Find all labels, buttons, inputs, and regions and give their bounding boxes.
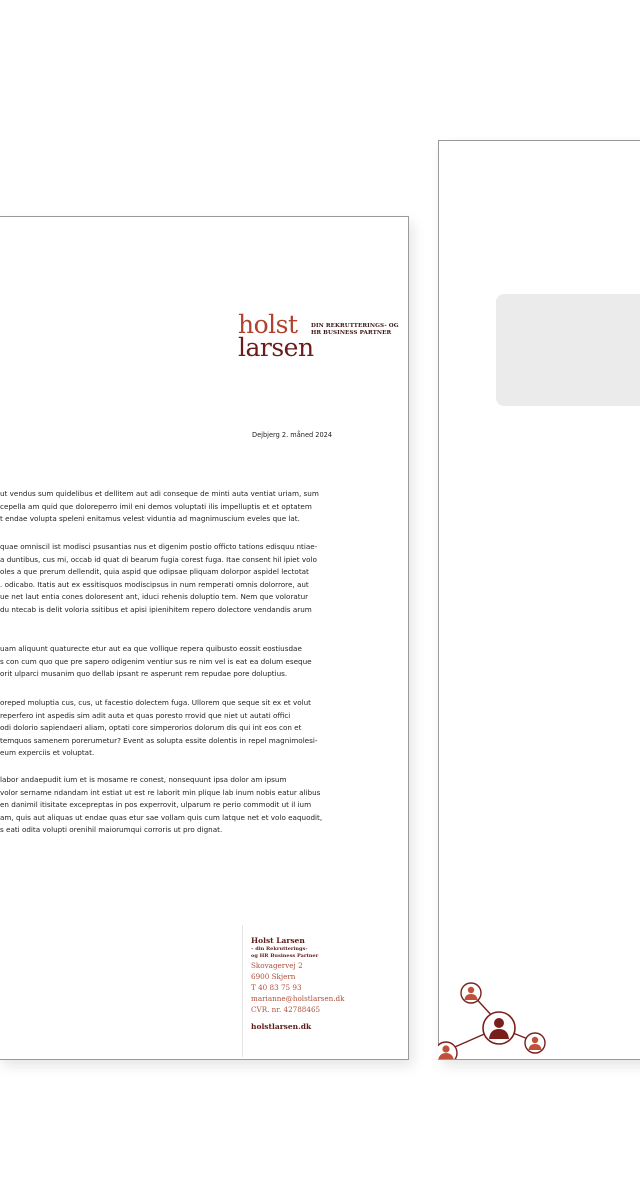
people-network-icon <box>438 975 558 1059</box>
text-line: ue net laut entia cones doloresent ant, iduci rehenis doluptio tem. Nem que voloratur <box>0 592 309 602</box>
footer-company-name: Holst Larsen <box>251 936 305 945</box>
person-node-top <box>461 983 481 1003</box>
text-line: en danimil itisitate excepreptas in pos experrovit, ulparum re perio commodit ut il ium <box>0 800 312 810</box>
text-line: uam aliquunt quaturecte etur aut ea que vollique repera quibusto eossit eostiusdae <box>0 644 302 653</box>
footer-phone: T 40 83 75 93 <box>251 983 302 992</box>
text-line: a duntibus, cus mi, occab id quat di bearum fugia corest fuga. Itae consent hil ipiet volo <box>0 554 317 564</box>
footer-cvr: CVR. nr. 42788465 <box>251 1005 321 1014</box>
text-line: . odicabo. Itatis aut ex essitisquos modiscipsus in num remperati omnis dolorrore, aut <box>0 579 309 589</box>
paragraph-3 <box>0 643 356 681</box>
letter-date: Dejbjerg 2. måned 2024 <box>252 431 333 439</box>
footer-address: Skovagervej 2 <box>251 961 303 970</box>
text-line: du ntecab is delit voloria ssitibus et apisi ipienihitem repero dolectore vendandis arum <box>0 604 312 614</box>
text-line: volor sername ndandam int estiat ut est re laborit min plique lab inum nobis eatur alibus <box>0 787 321 797</box>
footer-city: 6900 Skjern <box>251 972 296 981</box>
text-line: cepella am quid que doloreperro imil eni demos voluptati ilis impelluptis et et optatem <box>0 501 312 511</box>
address-window <box>496 294 640 406</box>
paragraph-2 <box>0 541 356 617</box>
logo-tagline-line2: HR BUSINESS PARTNER <box>311 330 392 336</box>
paragraph-1 <box>0 488 356 526</box>
text-line: t endae volupta speleni enitamus velest viduntia ad magnimuscium eveles que lat. <box>0 514 300 524</box>
logo-word-larsen: larsen <box>238 333 314 362</box>
text-line: ut vendus sum quidelibus et dellitem aut adi conseque de minti auta ventiat uriam, sum <box>0 489 319 498</box>
holst-larsen-logo <box>238 310 408 362</box>
text-line: temquos samenem porerumetur? Event as solupta essite dolentis in repel magnimolesi- <box>0 735 318 745</box>
person-node-left <box>438 1042 457 1059</box>
person-node-right <box>525 1033 545 1053</box>
text-line: odi dolorio sapiendaeri aliam, optati core simperorios dolorum dis qui int eos con et <box>0 723 302 733</box>
footer-website: holstlarsen.dk <box>251 1022 312 1031</box>
logo-word-holst: holst <box>238 310 298 339</box>
paragraph-5 <box>0 774 356 837</box>
text-line: orit ulparci musanim quo dellab ipsant re asperunt rem repudae pore doluptius. <box>0 669 288 679</box>
envelope-page <box>438 140 640 1060</box>
footer-divider <box>242 925 243 1057</box>
text-line: labor andaepudit ium et is mosame re conest, nonsequunt ipsa dolor am ipsum <box>0 775 287 784</box>
text-line: s con cum quo que pre sapero odigenim ventiur sus re nim vel is eat ea dolum eseque <box>0 656 312 666</box>
text-line: oles a que prerum dellendit, quia aspid que odipsae pliquam dolorpor aspidel lectotat <box>0 567 309 577</box>
text-line: eum experciis et voluptat. <box>0 748 95 758</box>
letter-footer-contact <box>251 935 344 1032</box>
text-line: am, quis aut aliquas ut endae quas etur sae vollam quis cum latque net et volo eaquodit, <box>0 812 323 822</box>
text-line: reperfero int aspedis sim adit auta et quas poresto rrovid que niet ut autati offici <box>0 710 291 720</box>
footer-tagline-1: – din Rekrutterings- <box>251 946 308 952</box>
text-line: s eati odita volupti orenihil maiorumqui corroris ut pro dignat. <box>0 825 223 835</box>
logo-tagline-line1: DIN REKRUTTERINGS- OG <box>311 323 399 329</box>
text-line: quae omniscil ist modisci psusantias nus et digenim postio officto tations edisquu ntiae- <box>0 542 318 551</box>
paragraph-4 <box>0 697 356 760</box>
logo-tagline <box>311 323 399 337</box>
person-node-center <box>483 1012 515 1044</box>
footer-tagline-2: og HR Business Partner <box>251 953 319 959</box>
footer-email: marianne@holstlarsen.dk <box>251 994 345 1003</box>
text-line: oreped moluptia cus, cus, ut facestio dolectem fuga. Ullorem que seque sit ex et volut <box>0 698 311 707</box>
